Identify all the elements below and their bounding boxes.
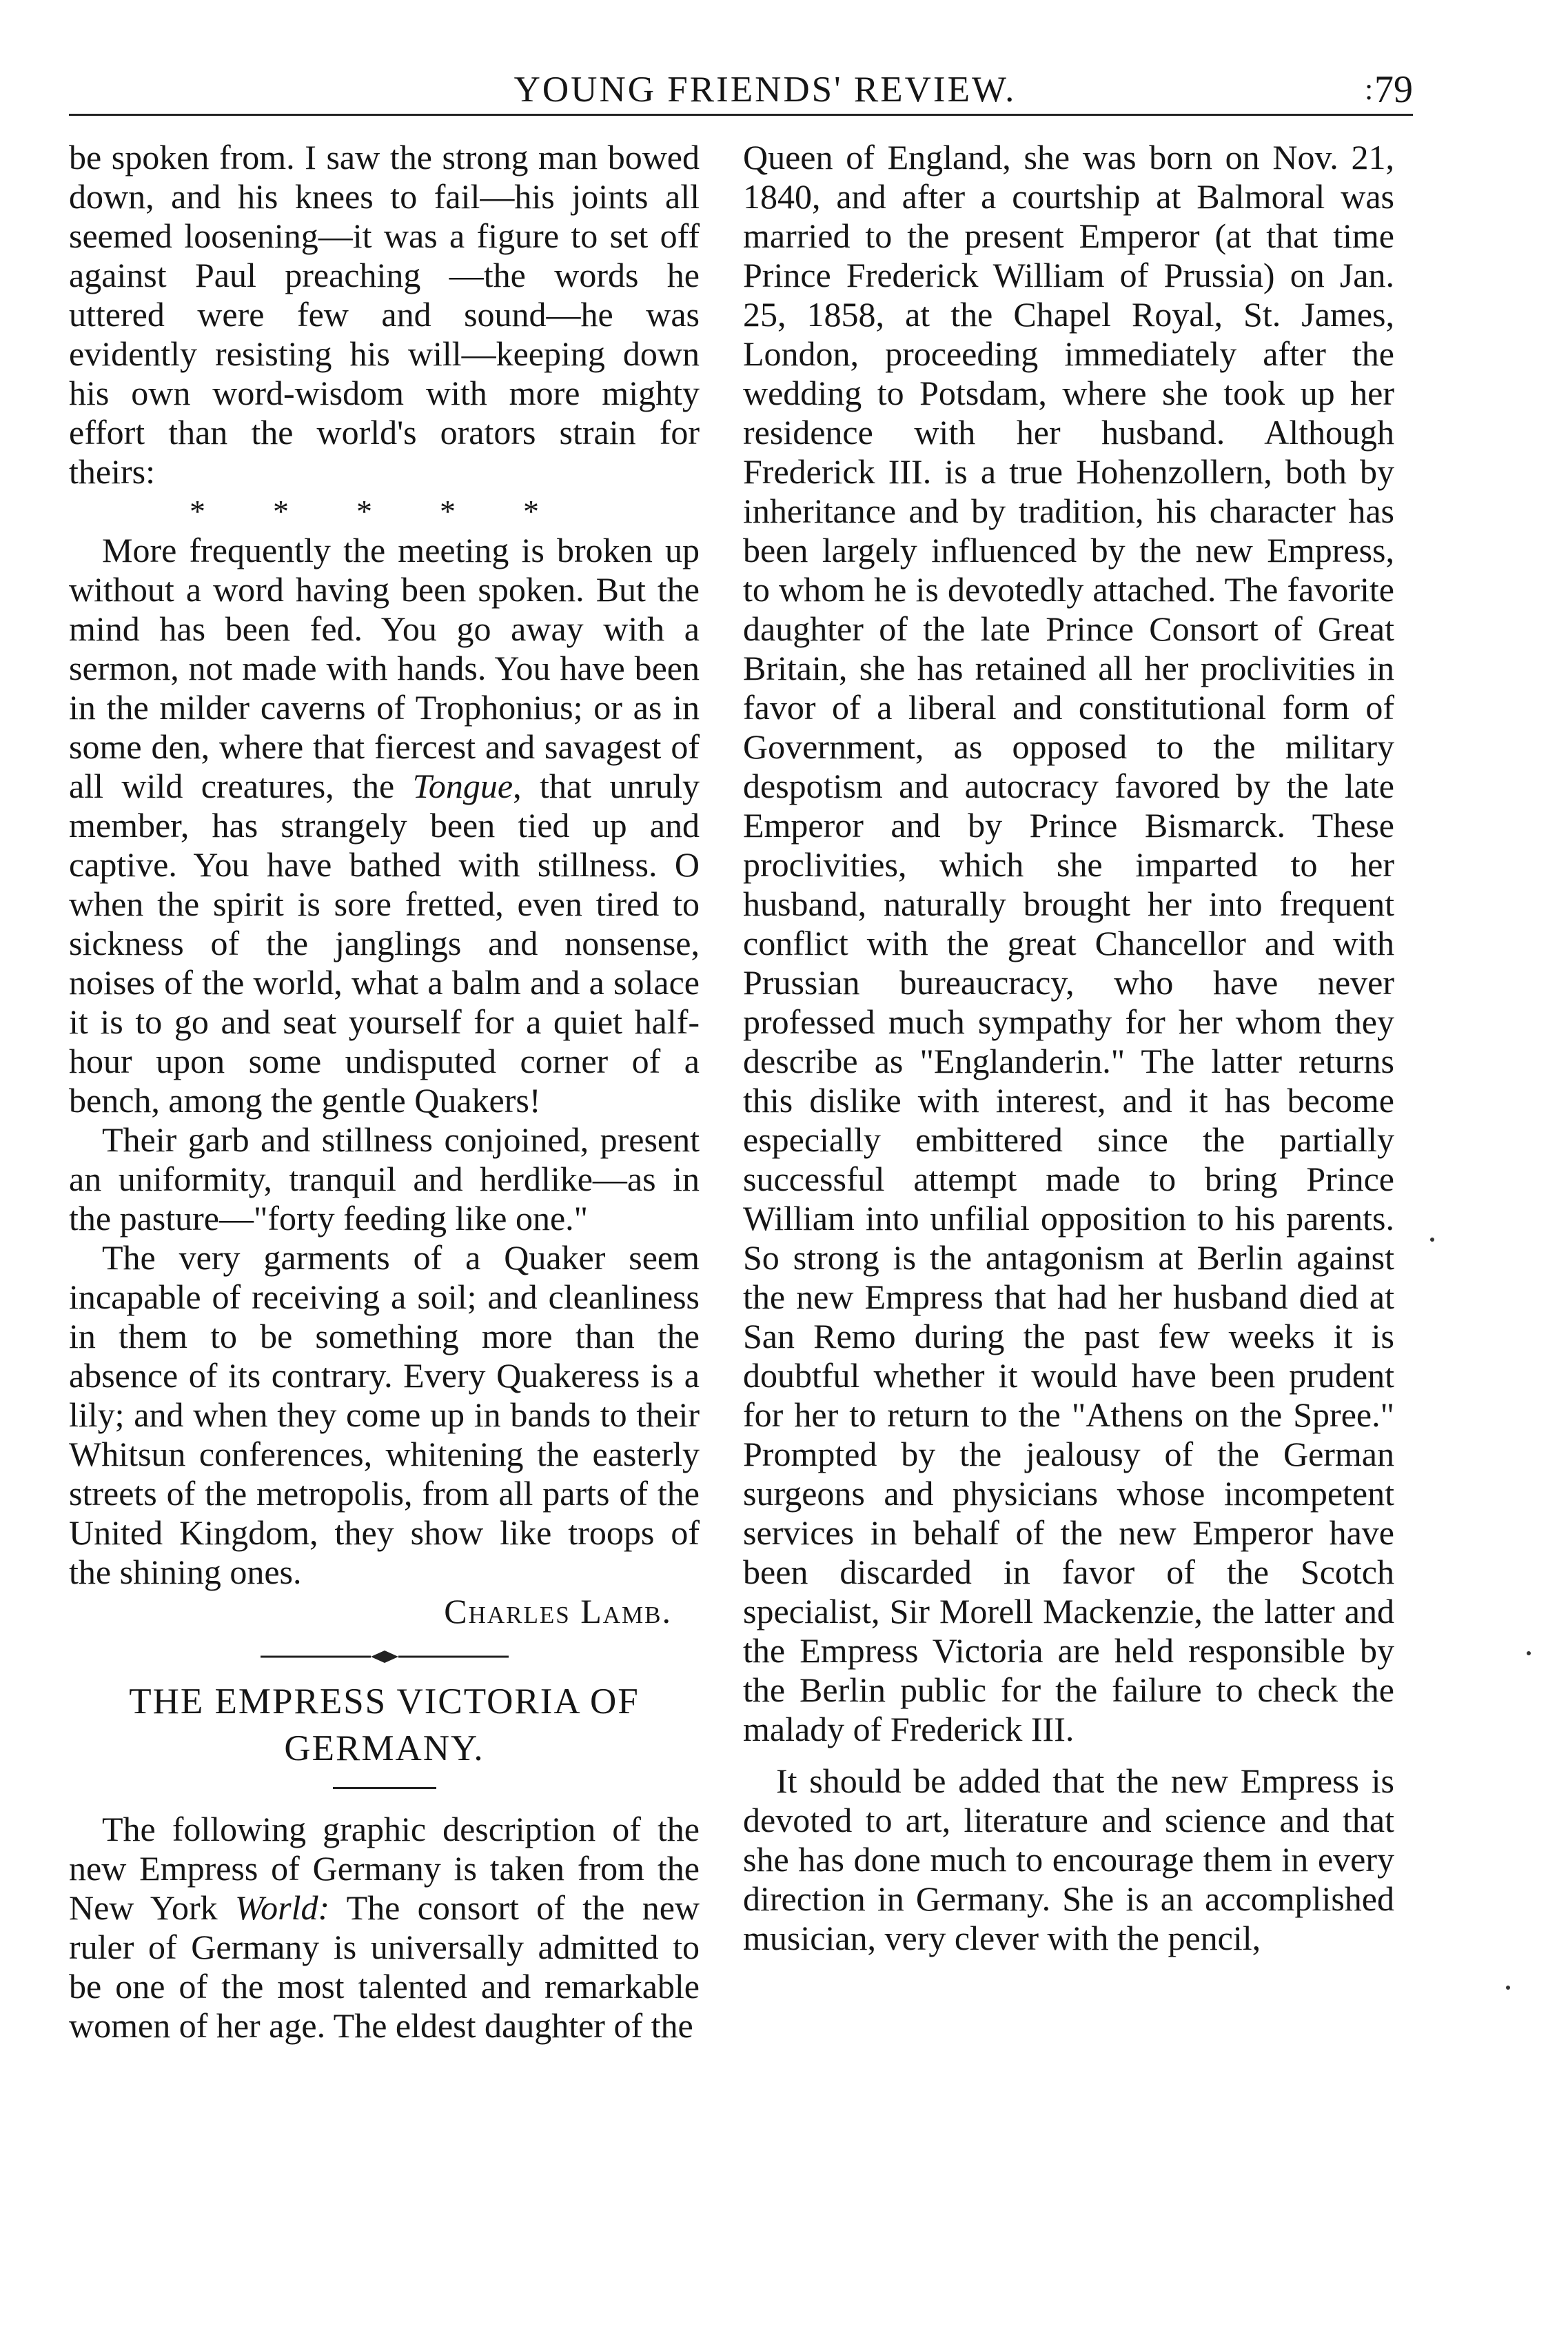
title-rule xyxy=(333,1787,436,1789)
ornament-divider xyxy=(261,1649,509,1664)
left-column xyxy=(69,138,700,2046)
header-mark: : xyxy=(1365,72,1374,106)
paragraph-text: More frequently the meeting is broken up without a word having been spoken. But the mind has been fed. You go away with a sermon, not made with hands. You have been in the milder caverns of Trophonius; or as in some den, where that fiercest and savagest of all wild creatures, the xyxy=(69,531,700,805)
header-rule xyxy=(69,114,1413,116)
paragraph-text: The consort of the new ruler of Germany is universally admitted to be one of the most talented and remarkable women of her age. The eldest daughter of the xyxy=(69,1888,700,2045)
right-column xyxy=(743,138,1394,1958)
margin-speck xyxy=(1506,1986,1510,1990)
paragraph-text: , that unruly member, has strangely been tied up and captive. You have bathed with stillness. O when the spirit is sore fretted, even tired to sickness of the janglings and nonsense, noises of the world, what a balm and a solace it is to go and seat yourself for a quiet half-hour upon some undisputed corner of a bench, among the gentle Quakers! xyxy=(69,767,700,1120)
paragraph-empress-biography: Queen of England, she was born on Nov. 21, 1840, and after a courtship at Balmoral was married to the present Emperor (at that time Prince Frederick William of Prussia) on Jan. 25, 1858, at the Chapel Royal, St. James, London, proceeding immediately after the wedding to Potsdam, where she took up her residence with her husband. Although Frederick III. is a true Hohenzollern, both by inheritance and by tradition, his character has been largely influenced by the new Empress, to whom he is devotedly attached. The favorite daughter of the late Prince Consort of Great Britain, she has retained all her proclivities in favor of a liberal and constitutional form of Government, as opposed to the military despotism and autocracy favored by the late Emperor and by Prince Bismarck. These proclivities, which she imparted to her husband, naturally brought her into frequent conflict with the great Chancellor and with Prussian bureaucracy, who have never professed much sympathy for her whom they describe as "Englanderin." The latter returns this dislike with interest, and it has become especially embittered since the partially successful attempt made to bring Prince William into unfilial opposition to his parents. So strong is the antagonism at Berlin against the new Empress that had her husband died at San Remo during the past few weeks it is doubtful whether it would have been prudent for her to return to the "Athens on the Spree." Prompted by the jealousy of the German surgeons and physicians whose incompetent services in behalf of the new Emperor have been discarded in favor of the Scotch specialist, Sir Morell Mackenzie, the latter and the Empress Victoria are held responsible by the Berlin public for the failure to check the malady of Frederick III. xyxy=(743,138,1394,1748)
running-header xyxy=(69,65,1413,114)
article-title-line: THE EMPRESS VICTORIA OF xyxy=(129,1682,640,1722)
italic-word: Tongue xyxy=(412,767,513,805)
paragraph-garments: The very garments of a Quaker seem incapable of receiving a soil; and cleanliness in them to be something more than the absence of its contrary. Every Quakeress is a lily; and when they come up in bands to their Whitsun conferences, whitening the easterly streets of the metropolis, from all parts of the United Kingdom, they show like troops of the shining ones. xyxy=(69,1238,700,1591)
paragraph-empress-intro xyxy=(69,1810,700,2046)
italic-newspaper-name: World: xyxy=(235,1888,330,1927)
article-title xyxy=(69,1678,700,1772)
paragraph-continued: be spoken from. I saw the strong man bowed down, and his knees to fail—his joints all seemed loosening—it was a figure to set off against Paul preaching —the words he uttered were few and sound—he was evidently resisting his will—keeping down his own word-wisdom with more mighty effort than the world's orators strain for theirs: xyxy=(69,138,700,491)
margin-speck xyxy=(1430,1238,1434,1242)
author-signature: Charles Lamb. xyxy=(444,1592,672,1631)
page-number: 79 xyxy=(1374,68,1413,111)
paragraph-garb: Their garb and stillness conjoined, present an uniformity, tranquil and herdlike—as in the pasture—"forty feeding like one." xyxy=(69,1120,700,1238)
article-title-line: GERMANY. xyxy=(284,1728,485,1768)
journal-title: YOUNG FRIENDS' REVIEW. xyxy=(513,70,1017,110)
section-break-asterisks: ***** xyxy=(190,494,607,529)
paragraph-text: The following graphic description of the new Empress of Germany is taken from the New York xyxy=(69,1810,700,1927)
paragraph-meeting xyxy=(69,531,700,1120)
margin-speck xyxy=(1527,1651,1531,1655)
paragraph-empress-arts: It should be added that the new Empress is devoted to art, literature and science and that she has done much to encourage them in every direction in Germany. She is an accomplished musician, very clever with the pencil, xyxy=(743,1761,1394,1957)
